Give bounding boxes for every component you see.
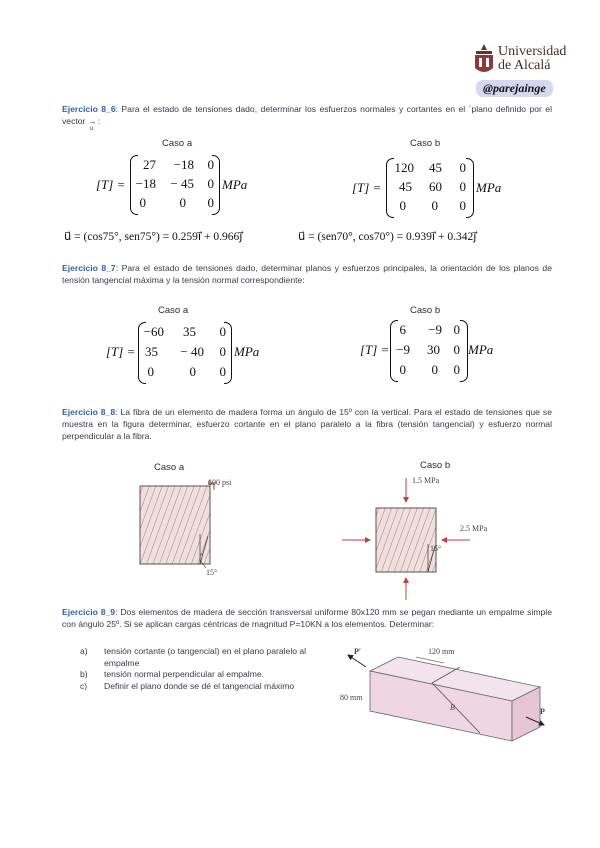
list-item bbox=[80, 646, 330, 669]
ex86-caso-a-title: Caso a bbox=[162, 138, 193, 149]
ex87-T-label-a: [T] = bbox=[106, 344, 136, 359]
list-text: Definir el plano donde se dé el tangencial máximo bbox=[104, 680, 295, 691]
matrix-cell: 30 bbox=[427, 342, 440, 357]
matrix-cell: − 40 bbox=[180, 344, 204, 359]
exercise-8-6-label: Ejercicio 8_6 bbox=[62, 104, 116, 114]
list-marker: a) bbox=[80, 646, 88, 656]
exercise-8-6-statement bbox=[62, 103, 552, 133]
crest-icon bbox=[472, 42, 496, 78]
matrix-cell: 0 bbox=[189, 364, 196, 379]
exercise-8-8-text: : La fibra de un elemento de madera forma un ángulo de 15º con la vertical. Para el estado de tensiones que se muestra en la figura determinar, esfuerzo cortante en el plano paralelo a la fibra (tensión tangencial) y esfuerzo normal perpendicular a la fibra. bbox=[62, 407, 552, 442]
exercise-8-7-text: : Para el estado de tensiones dado, determinar planos y esfuerzos principales, la orientación de los planos de tensión tangencial máxima y la tensión normal correspondiente: bbox=[62, 263, 552, 286]
ex87-caso-b-title: Caso b bbox=[410, 305, 441, 316]
exercise-8-8-statement bbox=[62, 406, 552, 443]
vector-subscript: u bbox=[89, 126, 94, 133]
matrix-cell: 60 bbox=[429, 179, 442, 194]
fig-dim-top: 120 mm bbox=[428, 647, 455, 656]
ex86-T-label-a: [T] = bbox=[96, 177, 126, 192]
fig-P-right: P bbox=[540, 707, 545, 716]
matrix-cell: 6 bbox=[399, 322, 406, 337]
matrix-cell: 0 bbox=[207, 157, 214, 172]
fig-P-left: P′ bbox=[354, 647, 362, 656]
ex87-caso-a-title: Caso a bbox=[158, 305, 189, 316]
ex86-unit-b: MPa bbox=[476, 180, 502, 195]
ex86-unit-a: MPa bbox=[222, 177, 248, 192]
matrix-cell: 0 bbox=[453, 362, 460, 377]
matrix-cell: − 45 bbox=[170, 176, 194, 191]
list-text: tensión cortante (o tangencial) en el plano paralelo al empalme bbox=[104, 646, 307, 668]
author-tag: @parejainge bbox=[476, 80, 553, 97]
exercise-8-9-text: : Dos elementos de madera de sección transversal uniforme 80x120 mm se pegan mediante un empalme simple con ángulo 25º. Si se aplican cargas céntricas de magnitud P=10KN a los elementos. Determinar: bbox=[62, 607, 552, 630]
exercise-8-7-statement bbox=[62, 262, 552, 286]
matrix-cell: 35 bbox=[183, 324, 196, 339]
exercise-8-9-label: Ejercicio 8_9 bbox=[62, 607, 116, 617]
matrix-cell: 0 bbox=[219, 344, 226, 359]
fig-B-label: B bbox=[450, 703, 455, 712]
right-bracket bbox=[224, 322, 232, 384]
matrix-cell: 0 bbox=[147, 364, 154, 379]
fig-b-right-label: 2.5 MPa bbox=[460, 524, 488, 533]
ex86-vector-a: u⃗ = (cos75°, sen75°) = 0.259i⃗ + 0.966j⃗ bbox=[64, 231, 243, 243]
matrix-cell: 0 bbox=[453, 342, 460, 357]
ex86-matrix-a bbox=[96, 155, 266, 217]
matrix-cell: −60 bbox=[143, 324, 164, 339]
ex86-caso-b-title: Caso b bbox=[410, 138, 441, 149]
matrix-cell: 35 bbox=[145, 344, 158, 359]
matrix-cell: −18 bbox=[135, 176, 156, 191]
right-bracket bbox=[212, 155, 220, 215]
university-logo bbox=[472, 42, 567, 82]
ex87-unit-b: MPa bbox=[468, 342, 494, 357]
list-item bbox=[80, 669, 330, 681]
matrix-cell: 0 bbox=[399, 362, 406, 377]
matrix-cell: 0 bbox=[399, 198, 406, 213]
ex87-unit-a: MPa bbox=[234, 344, 260, 359]
vector-arrow-icon: → bbox=[87, 116, 97, 127]
matrix-cell: −9 bbox=[396, 342, 410, 357]
matrix-cell: 0 bbox=[207, 176, 214, 191]
list-text: tensión normal perpendicular al empalme. bbox=[104, 669, 265, 680]
matrix-cell: 120 bbox=[394, 160, 414, 175]
university-name-line1: Universidad bbox=[498, 44, 567, 59]
ex86-T-label-b: [T] = bbox=[352, 180, 382, 195]
university-name-line2: de Alcalá bbox=[498, 58, 551, 73]
ex89-question-list bbox=[80, 646, 330, 692]
ex88-caso-b-title: Caso b bbox=[420, 460, 451, 471]
ex87-T-label-b: [T] = bbox=[360, 342, 390, 357]
list-marker: c) bbox=[80, 680, 88, 691]
matrix-cell: 0 bbox=[459, 179, 466, 194]
ex87-matrix-b bbox=[360, 320, 530, 382]
wood-element bbox=[140, 486, 210, 564]
matrix-cell: 0 bbox=[431, 198, 438, 213]
matrix-cell: −18 bbox=[173, 157, 194, 172]
exercise-8-6-colon: : bbox=[97, 116, 101, 127]
exercise-8-9-statement bbox=[62, 606, 552, 630]
ex89-figure bbox=[340, 645, 550, 755]
fig-b-top-label: 1.5 MPa bbox=[412, 476, 440, 485]
matrix-cell: −9 bbox=[428, 322, 442, 337]
list-marker: b) bbox=[80, 669, 88, 680]
matrix-cell: 0 bbox=[453, 322, 460, 337]
ex86-vector-b: u⃗ = (sen70°, cos70°) = 0.939i⃗ + 0.342j⃗ bbox=[298, 231, 477, 243]
right-bracket bbox=[466, 158, 474, 218]
ex88-figure-b bbox=[340, 474, 530, 604]
fig-b-angle-label: 15° bbox=[430, 544, 442, 553]
exercise-8-8-label: Ejercicio 8_8 bbox=[62, 407, 116, 417]
matrix-cell: 0 bbox=[431, 362, 438, 377]
matrix-cell: 45 bbox=[429, 160, 442, 175]
ex86-matrix-b bbox=[352, 158, 532, 220]
matrix-cell: 0 bbox=[219, 364, 226, 379]
fig-dim-side: 80 mm bbox=[340, 693, 363, 702]
ex88-caso-a-title: Caso a bbox=[154, 462, 185, 473]
wood-element bbox=[376, 508, 436, 572]
matrix-cell: 0 bbox=[219, 324, 226, 339]
matrix-cell: 0 bbox=[459, 198, 466, 213]
fig-a-angle-label: 15° bbox=[206, 568, 218, 577]
fig-a-load-label: 600 psi bbox=[208, 478, 232, 487]
load-arrow-left bbox=[348, 655, 366, 667]
ex87-matrix-a bbox=[106, 322, 276, 384]
matrix-cell: 0 bbox=[459, 160, 466, 175]
matrix-cell: 27 bbox=[143, 157, 156, 172]
matrix-cell: 45 bbox=[399, 179, 412, 194]
exercise-8-7-label: Ejercicio 8_7 bbox=[62, 263, 116, 273]
matrix-cell: 0 bbox=[139, 195, 146, 210]
matrix-cell: 0 bbox=[179, 195, 186, 210]
matrix-cell: 0 bbox=[207, 195, 214, 210]
ex88-figure-a bbox=[128, 474, 258, 584]
list-item bbox=[80, 681, 330, 693]
right-bracket bbox=[460, 320, 468, 382]
exercise-8-6-text: : Para el estado de tensiones dado, determinar los esfuerzos normales y cortantes en el `plano definido por el vector bbox=[62, 104, 552, 127]
